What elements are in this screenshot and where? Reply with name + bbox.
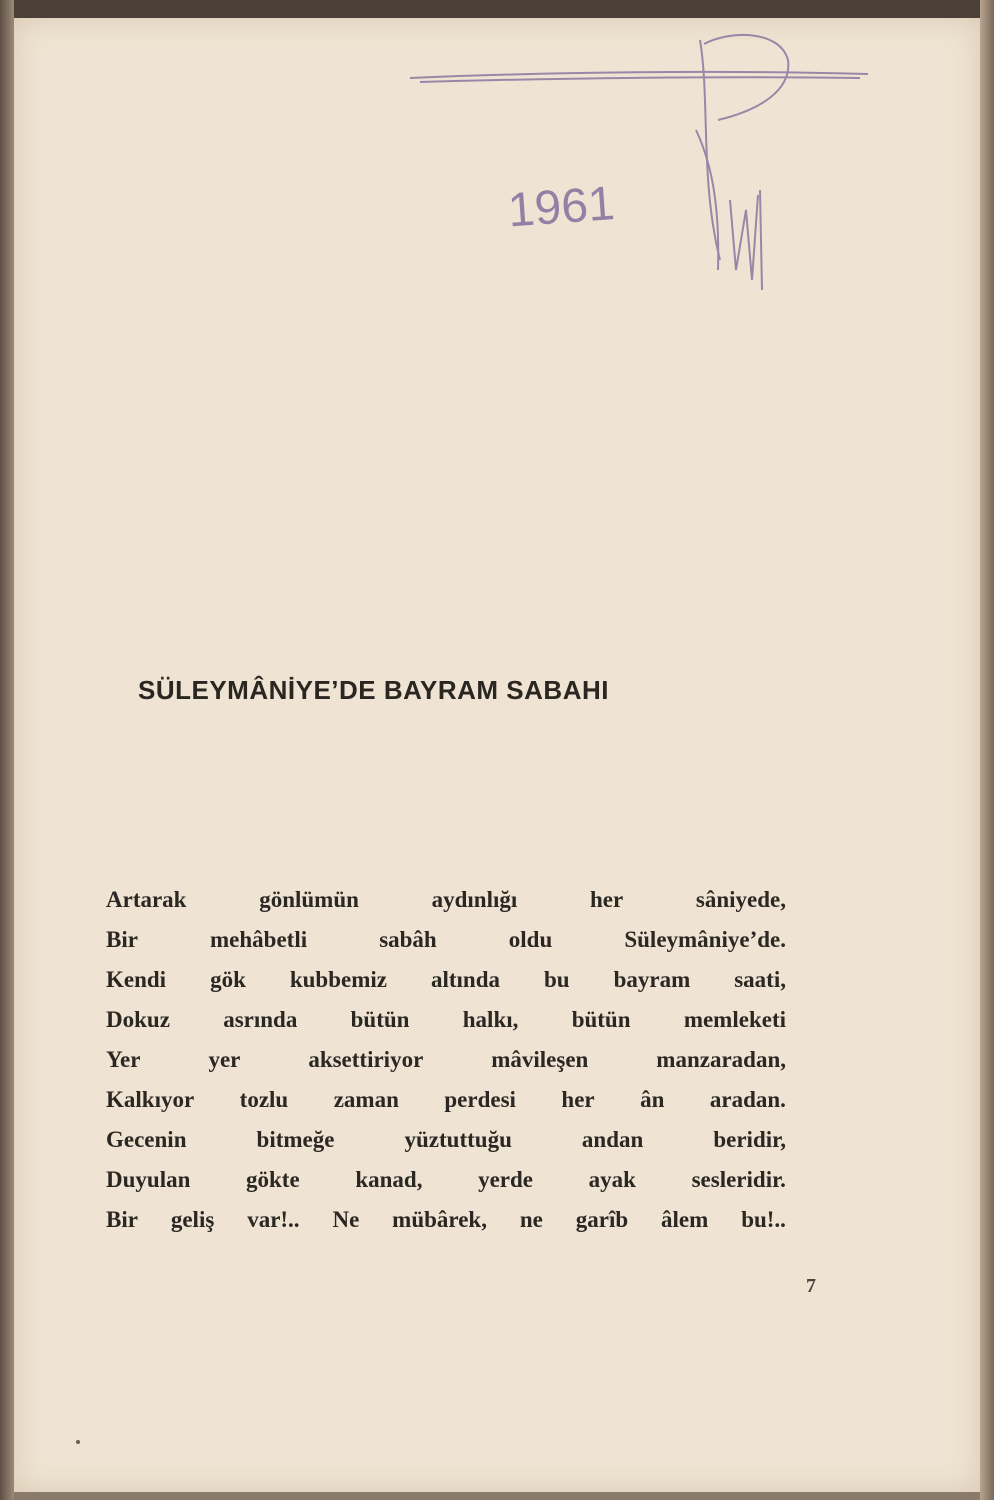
poem-word: yerde (478, 1167, 534, 1192)
poem-word: bu!.. (741, 1207, 786, 1232)
poem-word: andan (581, 1127, 644, 1152)
poem-word: Kalkıyor (106, 1087, 195, 1112)
poem-word: altında (430, 967, 500, 992)
poem-word: manzaradan, (656, 1047, 786, 1072)
poem-word: sesleridir. (691, 1167, 786, 1192)
poem-word: perdesi (444, 1087, 516, 1112)
poem-word: aradan. (709, 1087, 786, 1112)
book-edge-top (0, 0, 994, 18)
poem-title: SÜLEYMÂNİYE’DE BAYRAM SABAHI (138, 675, 609, 705)
poem-word: saati, (734, 967, 786, 992)
poem-line (106, 880, 786, 920)
poem-word: Yer (106, 1047, 141, 1072)
poem-word: yüztuttuğu (404, 1127, 512, 1152)
poem-word: Kendi (106, 967, 167, 992)
poem-word: oldu (508, 927, 553, 952)
page-speck (76, 1440, 80, 1444)
pencil-annotation (400, 20, 880, 310)
book-edge-right (980, 0, 994, 1500)
poem-word: zaman (333, 1087, 399, 1112)
poem-word: âlem (661, 1207, 709, 1232)
poem-word: sabâh (379, 927, 437, 952)
poem-word: Gecenin (106, 1127, 187, 1152)
poem-word: gönlümün (259, 887, 359, 912)
poem-line (106, 1160, 786, 1200)
poem-word: garîb (575, 1207, 629, 1232)
poem-word: bu (543, 967, 570, 992)
poem-word: var!.. (247, 1207, 300, 1232)
poem-word: Ne (332, 1207, 360, 1232)
poem-word: mâvileşen (491, 1047, 589, 1072)
poem-word: Duyulan (106, 1167, 191, 1192)
poem-word: yer (208, 1047, 241, 1072)
poem-word: Bir (106, 1207, 138, 1232)
poem-word: Dokuz (106, 1007, 170, 1032)
annotation-year: 1961 (506, 177, 617, 238)
poem-word: kubbemiz (289, 967, 387, 992)
poem-word: Bir (106, 927, 138, 952)
poem-word: Artarak (106, 887, 187, 912)
poem-word: bütün (571, 1007, 631, 1032)
page-number: 7 (806, 1275, 816, 1297)
poem-word: her (589, 887, 624, 912)
poem-line (106, 960, 786, 1000)
poem-word: aksettiriyor (308, 1047, 424, 1072)
poem-word: tozlu (239, 1087, 289, 1112)
poem-word: beridir, (713, 1127, 786, 1152)
poem-word: kanad, (355, 1167, 423, 1192)
poem-line (106, 1040, 786, 1080)
poem-word: gökte (246, 1167, 300, 1192)
poem-word: ayak (588, 1167, 636, 1192)
poem-word: memleketi (683, 1007, 786, 1032)
poem-word: gök (210, 967, 246, 992)
poem-word: mehâbetli (210, 927, 308, 952)
book-edge-left (0, 0, 14, 1500)
poem-line (106, 1080, 786, 1120)
poem-word: mübârek, (392, 1207, 487, 1232)
poem-line (106, 920, 786, 960)
poem-word: sâniyede, (695, 887, 786, 912)
poem-line (106, 1000, 786, 1040)
poem-word: bütün (350, 1007, 410, 1032)
poem-word: bayram (613, 967, 691, 992)
poem-word: geliş (170, 1207, 215, 1232)
poem-body (106, 880, 786, 1240)
poem-line (106, 1120, 786, 1160)
poem-word: aydınlığı (431, 887, 518, 912)
poem-line (106, 1200, 786, 1240)
poem-word: ne (519, 1207, 543, 1232)
poem-word: ân (640, 1087, 665, 1112)
poem-word: her (561, 1087, 595, 1112)
poem-word: asrında (223, 1007, 298, 1032)
poem-word: bitmeğe (256, 1127, 335, 1152)
poem-word: Süleymâniye’de. (624, 927, 786, 952)
poem-word: halkı, (462, 1007, 519, 1032)
